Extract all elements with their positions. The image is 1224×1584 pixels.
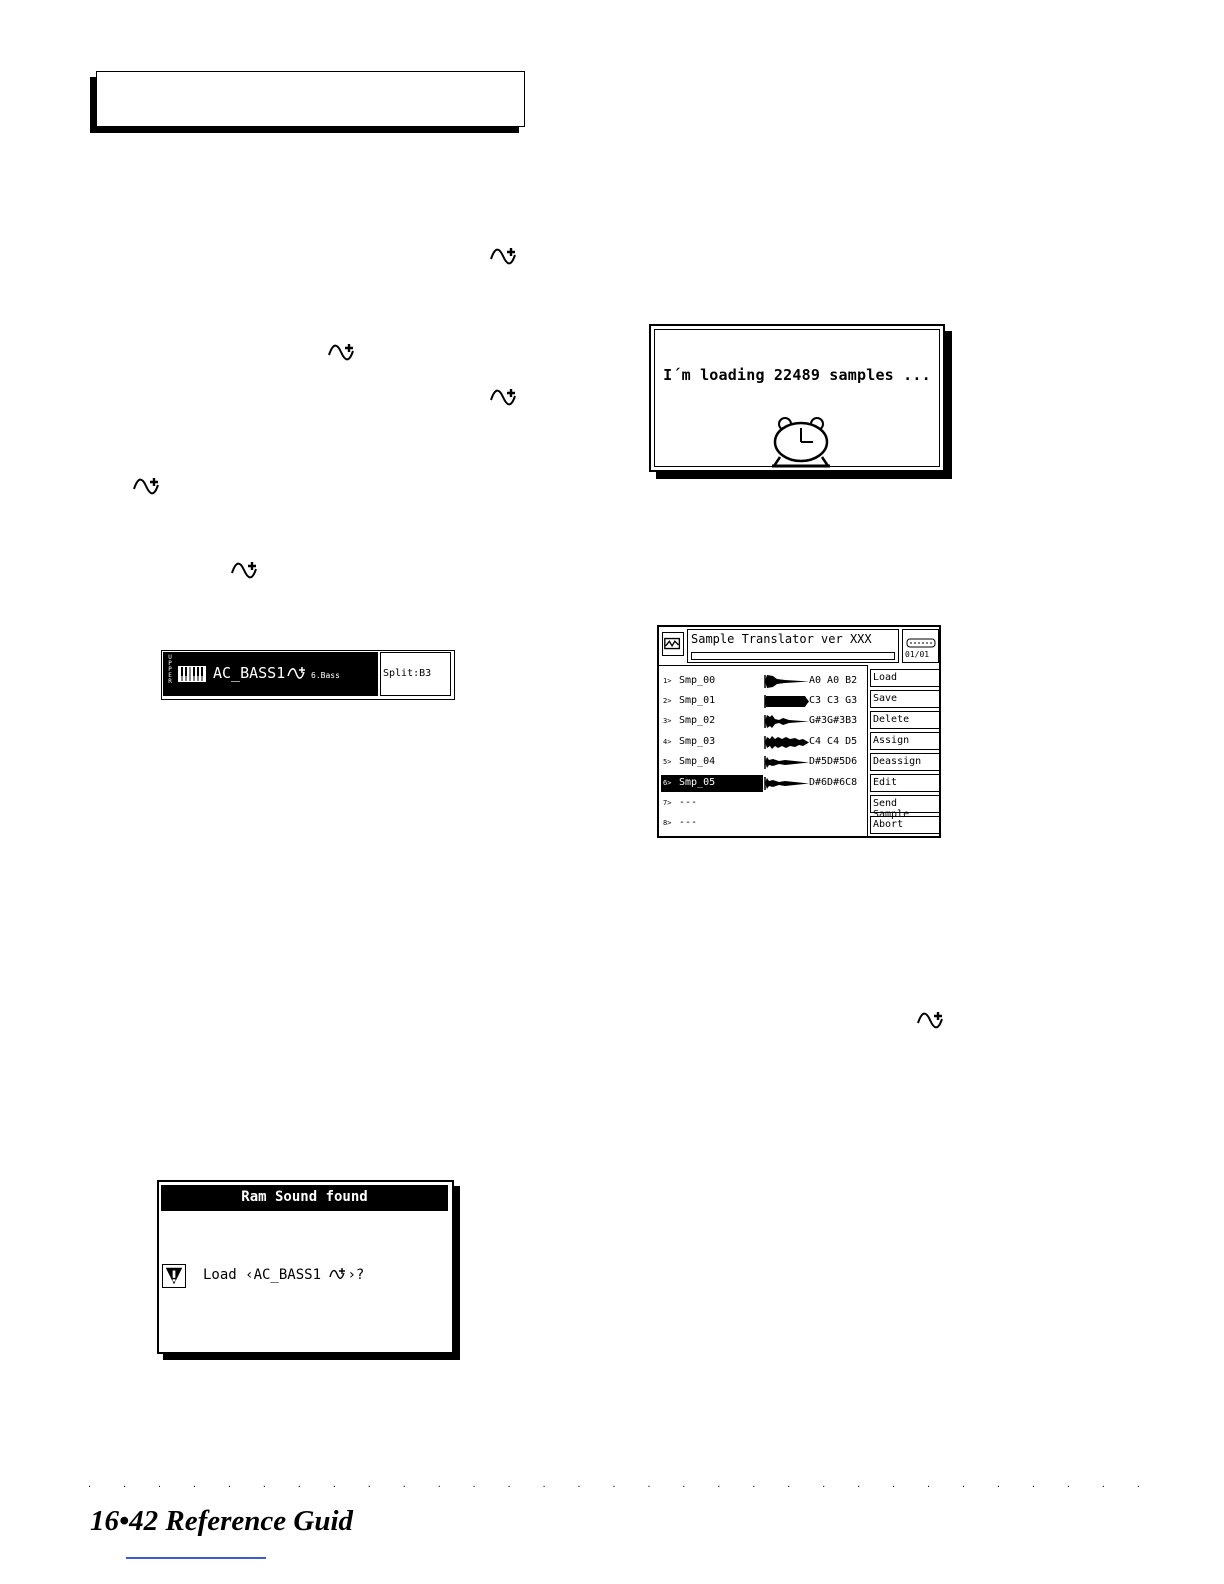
- sample-row[interactable]: [661, 795, 864, 812]
- sample-waveform-icon: [765, 674, 809, 689]
- sample-number: 5>: [663, 758, 672, 766]
- loading-dialog-frame: [654, 329, 940, 467]
- send-sample-button[interactable]: [870, 795, 940, 820]
- message-prefix: Load ‹AC_BASS1: [203, 1267, 330, 1283]
- part-label: U P P E R: [168, 654, 172, 685]
- button-label: Deassign: [873, 756, 922, 767]
- sample-number: 1>: [663, 677, 672, 685]
- dialog-title-bar: [161, 1185, 448, 1211]
- sample-row[interactable]: [661, 713, 864, 730]
- ram-sound-found-dialog: [157, 1180, 454, 1354]
- ram-sound-icon: [489, 386, 519, 408]
- sample-waveform-icon: [765, 714, 809, 729]
- button-label: Send Sample: [873, 798, 910, 820]
- sample-number: 2>: [663, 697, 672, 705]
- sound-name: AC_BASS1: [213, 664, 286, 682]
- sample-waveform-icon: [765, 755, 809, 770]
- ram-sound-icon: [132, 475, 162, 497]
- sample-waveform-icon: [765, 776, 809, 791]
- keyboard-icon: [178, 666, 206, 682]
- section-header-box: [96, 71, 525, 127]
- footer-page-title: 16•42 Reference Guid: [90, 1505, 354, 1537]
- assign-button[interactable]: [870, 732, 940, 750]
- page-indicator: 01/01: [905, 650, 930, 659]
- divider: [659, 665, 868, 666]
- dialog-message: [203, 1267, 364, 1283]
- delete-button[interactable]: [870, 711, 940, 729]
- button-label: Assign: [873, 735, 910, 746]
- ram-sound-icon: [287, 665, 307, 681]
- sound-bank: 6.Bass: [311, 671, 340, 680]
- footer-dotted-rule: · · · · · · · · · · · · · · · · · · · · · · · · · · · · · · ·: [88, 1482, 1155, 1493]
- divider: [867, 665, 868, 836]
- sample-key-range: D#5D#5D6: [809, 756, 858, 767]
- sample-name: ---: [679, 797, 698, 808]
- sample-key-range: C3 C3 G3: [809, 695, 858, 706]
- sound-status-bar: [161, 650, 455, 700]
- footer-link-underline: [126, 1557, 266, 1559]
- sample-row[interactable]: [661, 734, 864, 751]
- sample-row[interactable]: [661, 775, 864, 792]
- waveform-logo-icon: [662, 632, 684, 656]
- title-box: [687, 629, 899, 663]
- alarm-clock-icon: [770, 416, 832, 468]
- sample-number: 8>: [663, 819, 672, 827]
- sample-key-range: D#6D#6C8: [809, 777, 858, 788]
- abort-button[interactable]: [870, 816, 940, 834]
- ram-sound-icon: [329, 1267, 347, 1281]
- sample-translator-panel: [657, 625, 941, 838]
- message-suffix: ›?: [347, 1267, 365, 1283]
- sample-name: ---: [679, 817, 698, 828]
- load-button[interactable]: [870, 669, 940, 687]
- button-label: Delete: [873, 714, 910, 725]
- edit-button[interactable]: [870, 774, 940, 792]
- ram-sound-icon: [489, 245, 519, 267]
- sample-row[interactable]: [661, 754, 864, 771]
- sample-row[interactable]: [661, 815, 864, 832]
- deassign-button[interactable]: [870, 753, 940, 771]
- page-box: [902, 629, 939, 663]
- split-point: [380, 652, 451, 696]
- progress-bar: [691, 652, 895, 660]
- dialog-title: Ram Sound found: [241, 1189, 368, 1205]
- button-label: Save: [873, 693, 898, 704]
- button-label: Abort: [873, 819, 904, 830]
- loading-dialog: [649, 324, 945, 472]
- sample-name: Smp_00: [679, 675, 716, 686]
- translator-title: Sample Translator ver XXX: [691, 632, 872, 646]
- button-label: Load: [873, 672, 898, 683]
- sample-number: 6>: [663, 779, 672, 787]
- ram-sound-icon: [327, 341, 357, 363]
- warning-icon: [162, 1264, 186, 1288]
- sample-number: 3>: [663, 717, 672, 725]
- sound-display: [163, 652, 378, 696]
- disk-icon: [906, 633, 936, 643]
- sample-name: Smp_04: [679, 756, 716, 767]
- split-label: Split:B3: [383, 668, 432, 679]
- sample-row[interactable]: [661, 673, 864, 690]
- ram-sound-icon: [230, 559, 260, 581]
- loading-message: I´m loading 22489 samples ...: [663, 366, 931, 384]
- ram-sound-icon: [916, 1009, 946, 1031]
- sample-name: Smp_01: [679, 695, 716, 706]
- sample-key-range: G#3G#3B3: [809, 715, 858, 726]
- sample-name: Smp_05: [679, 777, 716, 788]
- sample-number: 7>: [663, 799, 672, 807]
- sample-number: 4>: [663, 738, 672, 746]
- sample-key-range: C4 C4 D5: [809, 736, 858, 747]
- button-label: Edit: [873, 777, 898, 788]
- sample-key-range: A0 A0 B2: [809, 675, 858, 686]
- sample-name: Smp_02: [679, 715, 716, 726]
- sample-waveform-icon: [765, 694, 809, 709]
- sample-name: Smp_03: [679, 736, 716, 747]
- sample-row[interactable]: [661, 693, 864, 710]
- save-button[interactable]: [870, 690, 940, 708]
- sample-waveform-icon: [765, 735, 809, 750]
